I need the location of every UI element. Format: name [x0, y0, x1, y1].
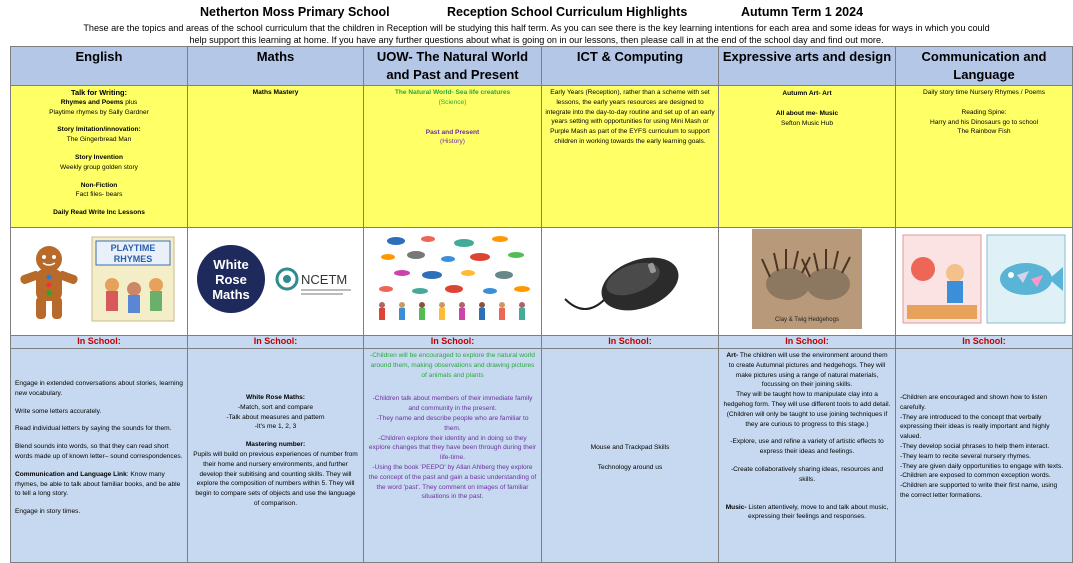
- maths-in-school: In School:: [188, 336, 364, 349]
- intro-line-1: These are the topics and areas of the school curriculum that the children in Reception will be studying this half term. As you can see there is the key learning intentions for each area and some ideas for ways in which you could: [83, 23, 990, 33]
- english-detail-6: Engage in story times.: [15, 508, 81, 516]
- maths-wrm-heading: White Rose Maths:: [246, 394, 305, 401]
- col-header-maths: Maths: [188, 47, 364, 86]
- maths-details: [188, 349, 364, 563]
- header-row: [11, 47, 1073, 86]
- uow-topic-1: The Natural World- Sea life creatures: [394, 89, 511, 96]
- uow-images: [364, 228, 542, 336]
- english-rhymes: [14, 98, 184, 108]
- maths-detail-4: Pupils will build on previous experiences of number from their home and nursery environments, and further develop their subitising and counting skills. They will explore the composition of numbers within 5. They will begin to compare sets of objects and use the language of comparison.: [193, 450, 358, 507]
- details-row: [11, 349, 1073, 563]
- uow-details: [364, 349, 542, 563]
- uow-detail-1: -Children will be encouraged to explore the natural world around them, making observations and drawing pictures of animals and plants: [370, 352, 535, 379]
- sea-creatures-icon: [379, 236, 530, 294]
- cl-detail-6: -Children are exposed to common exception words.: [900, 472, 1051, 480]
- cl-topic-2: Reading Spine:: [961, 108, 1007, 116]
- svg-text:PLAYTIME: PLAYTIME: [110, 243, 156, 253]
- ead-topic-3: Sefton Music Hub: [780, 119, 834, 127]
- ead-detail-2: They will be taught how to manipulate clay into a hedgehog form. They will use different tools to add detail. (Children will only be taught to use joining techniques if they are curious to progress to this stage.): [723, 391, 891, 428]
- english-details: [11, 349, 188, 563]
- uow-detail-2: -Children talk about members of their immediate family and community in the present.: [372, 395, 533, 413]
- clay-hedgehogs-image: [752, 229, 862, 329]
- ead-detail-4: -Create collaboratively sharing ideas, resources and skills.: [730, 465, 884, 483]
- page-header: [0, 0, 1073, 46]
- english-detail-4: Blend sounds into words, so that they can read short words made up of known letter– sound correspondences.: [15, 443, 183, 460]
- cl-images: [896, 228, 1073, 336]
- english-topic-heading: Talk for Writing:: [71, 88, 127, 97]
- maths-images: [188, 228, 364, 336]
- cl-topic-3: Harry and his Dinosaurs go to school: [929, 118, 1039, 126]
- cl-detail-3: -They develop social phrases to help them interact.: [900, 442, 1050, 450]
- english-rhymes-plus: plus: [123, 98, 138, 106]
- ict-topic: Early Years (Reception), rather than a scheme with set lessons, the early years resources are designed to integrate into the day-to-day routine and set up of an early years setting with opportunities for using Mini Mash or Purple Mash as part of the EYFS curriculum to support children in working towards the early learning goals.: [545, 89, 715, 145]
- cl-detail-4: -They learn to recite several nursery rhymes.: [900, 452, 1031, 460]
- english-nonfiction-heading: Non-Fiction: [80, 181, 118, 189]
- harry-dinosaurs-book-icon: [903, 235, 981, 323]
- english-detail-5: [15, 470, 183, 499]
- english-cl-link-text: : Know many rhymes, be able to talk about familiar books, and be able to tell a long story.: [15, 470, 181, 498]
- col-header-english: English: [11, 47, 188, 86]
- ict-detail-1: Mouse and Trackpad Skills: [590, 444, 670, 451]
- english-rhymes-book: Playtime rhymes by Sally Gardner: [49, 108, 149, 116]
- rainbow-fish-book-icon: [987, 235, 1065, 323]
- ead-music-heading: Music-: [725, 503, 747, 511]
- cl-topic-1: Daily story time Nursery Rhymes / Poems: [922, 89, 1045, 96]
- cl-in-school: In School:: [896, 336, 1073, 349]
- ead-music-text: Listen attentively, move to and talk about music, expressing their feelings and responses.: [746, 503, 889, 521]
- ncetm-logo: [277, 269, 351, 295]
- ead-detail-1: [723, 351, 891, 390]
- term-label: Autumn Term 1 2024: [741, 5, 864, 19]
- cl-topic-4: The Rainbow Fish: [957, 128, 1011, 136]
- intro-text: [0, 22, 1073, 46]
- cl-detail-5: -They are given daily opportunities to engage with texts.: [900, 462, 1064, 470]
- maths-logos-image: [191, 229, 361, 329]
- col-header-ead: Expressive arts and design: [719, 47, 896, 86]
- intro-line-2: help support this learning at home. If you have any further questions about what is going on in our lessons, then please call in at the end of the school day and find out more.: [189, 35, 884, 45]
- uow-topic-2-subject: (History): [440, 138, 465, 146]
- english-rhymes-heading: Rhymes and Poems: [60, 98, 124, 106]
- topics-row: [11, 86, 1073, 228]
- gingerbread-and-book-image: [14, 229, 184, 329]
- images-row: [11, 228, 1073, 336]
- curriculum-table: [10, 46, 1073, 563]
- english-invention-text: Weekly group golden story: [60, 163, 138, 171]
- english-images: [11, 228, 188, 336]
- english-invention-heading: Story Invention: [75, 153, 123, 161]
- books-image: [899, 229, 1069, 329]
- svg-text:Rose: Rose: [214, 272, 247, 287]
- english-in-school: In School:: [11, 336, 188, 349]
- col-header-cl: Communication and Language: [896, 47, 1073, 86]
- maths-detail-3: -It's me 1, 2, 3: [254, 423, 297, 431]
- ead-detail-5: [723, 503, 891, 523]
- uow-detail-4: -Children explore their identity and in doing so they explore changes that they have been through during their life-time.: [368, 434, 537, 462]
- cl-details: [896, 349, 1073, 563]
- playtime-rhymes-book-icon: [92, 237, 174, 321]
- white-rose-maths-logo: [197, 245, 265, 313]
- in-school-row: [11, 336, 1073, 349]
- cl-topics: [896, 86, 1073, 228]
- english-cl-link-heading: Communication and Language Link: [15, 470, 127, 478]
- english-detail-2: Write some letters accurately.: [15, 407, 102, 415]
- col-header-ict: ICT & Computing: [542, 47, 719, 86]
- ead-topic-1: Autumn Art- Art: [782, 90, 832, 97]
- cl-detail-2: -They are introduced to the concept that verbally expressing their ideas is really important and highly valued.: [900, 413, 1050, 441]
- english-detail-3: Read individual letters by saying the sounds for them.: [15, 425, 172, 433]
- uow-detail-3: -They name and describe people who are familiar to them.: [376, 414, 529, 432]
- ead-topics: [719, 86, 896, 228]
- english-topics: [11, 86, 188, 228]
- computer-mouse-icon: [545, 229, 715, 329]
- document-title: Reception School Curriculum Highlights: [447, 5, 688, 19]
- svg-text:Maths: Maths: [211, 287, 250, 302]
- svg-text:RHYMES: RHYMES: [113, 254, 153, 264]
- ead-art-text: The children will use the environment around them to create Autumnal pictures and hedgehogs. They will make pictures using a range of natural materials, focussing on their joining skills.: [728, 352, 888, 389]
- english-nonfiction-text: Fact files- bears: [75, 191, 123, 199]
- ict-topics: [542, 86, 719, 228]
- ict-images: [542, 228, 719, 336]
- uow-in-school: In School:: [364, 336, 542, 349]
- gingerbread-man-icon: [19, 246, 79, 319]
- svg-text:White: White: [212, 257, 249, 272]
- ict-detail-2: Technology around us: [597, 463, 663, 471]
- ead-topic-2: All about me- Music: [775, 109, 839, 117]
- ead-detail-3: -Explore, use and refine a variety of artistic effects to express their ideas and feelings.: [730, 438, 884, 456]
- maths-detail-2: -Talk about measures and pattern: [226, 413, 325, 421]
- maths-detail-1: -Match, sort and compare: [237, 403, 314, 411]
- people-icon: [379, 302, 525, 320]
- sea-creatures-and-people-image: [368, 229, 538, 329]
- ead-details: [719, 349, 896, 563]
- school-name: Netherton Moss Primary School: [200, 5, 390, 19]
- maths-mastering-heading: Mastering number:: [245, 441, 306, 449]
- uow-topic-2: Past and Present: [425, 128, 480, 136]
- uow-topics: [364, 86, 542, 228]
- uow-detail-5: -Using the book 'PEEPO' by Allan Ahlberg they explore the concept of the past and gain a basic understanding of the word 'past'. They comment on images of familiar situations in the past.: [368, 463, 537, 501]
- english-story-heading: Story Imitation/innovation:: [57, 126, 141, 134]
- ead-images: [719, 228, 896, 336]
- svg-text:Clay & Twig Hedgehogs: Clay & Twig Hedgehogs: [775, 317, 839, 323]
- cl-detail-1: -Children are encouraged and shown how to listen carefully.: [900, 394, 1047, 411]
- english-story-text: The Gingerbread Man: [66, 136, 132, 144]
- uow-topic-1-subject: (Science): [438, 98, 467, 106]
- ict-in-school: In School:: [542, 336, 719, 349]
- ead-art-heading: Art-: [726, 352, 739, 359]
- maths-topic: Maths Mastery: [252, 89, 299, 96]
- col-header-uow: UOW- The Natural World and Past and Present: [364, 47, 542, 86]
- svg-text:NCETM: NCETM: [300, 272, 347, 287]
- english-detail-1: Engage in extended conversations about stories, learning new vocabulary.: [15, 380, 183, 397]
- ead-in-school: In School:: [719, 336, 896, 349]
- english-rwi-heading: Daily Read Write Inc Lessons: [53, 209, 145, 217]
- cl-detail-7: -Children are supported to write their first name, using the correct letter formations.: [900, 482, 1058, 499]
- maths-topics: [188, 86, 364, 228]
- ict-details: [542, 349, 719, 563]
